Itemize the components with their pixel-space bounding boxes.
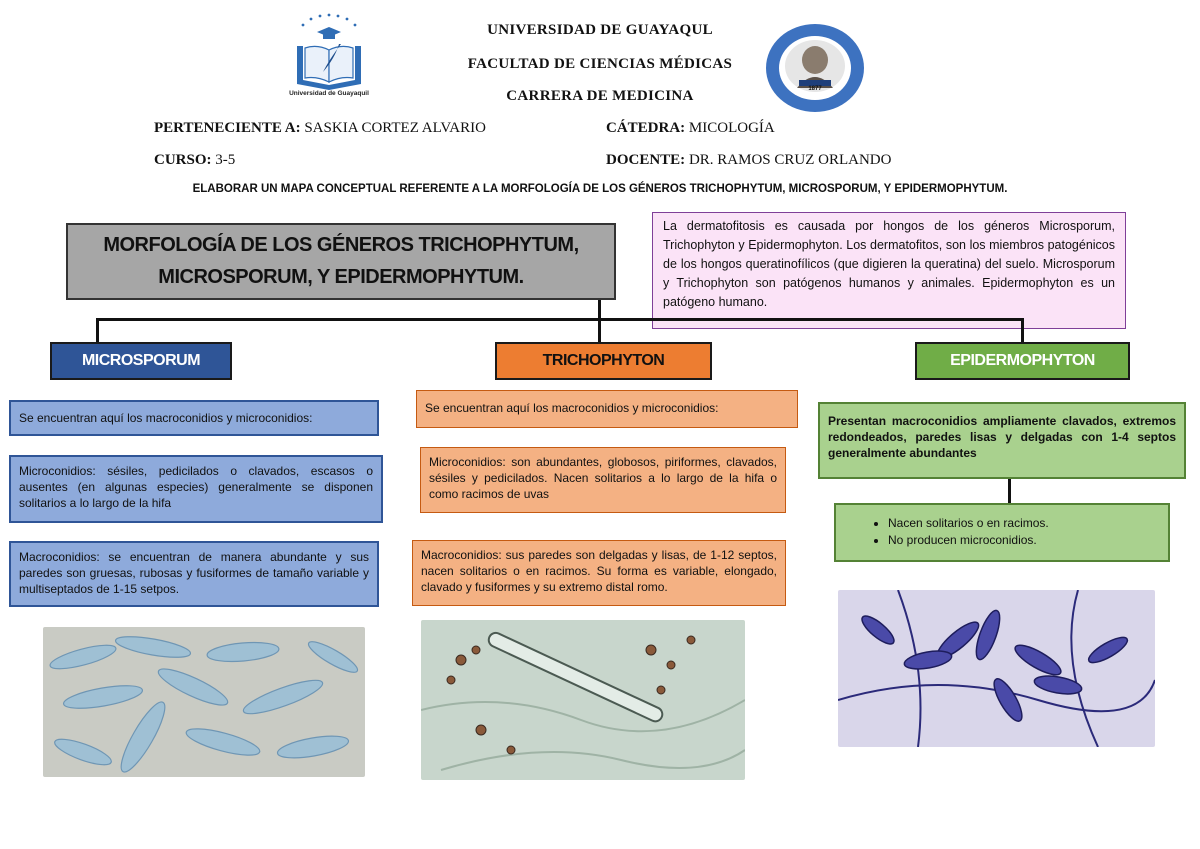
teacher-label: DOCENTE: bbox=[606, 152, 686, 168]
course-label: CURSO: bbox=[154, 152, 212, 168]
trichophyton-intro-box: Se encuentran aquí los macroconidios y microconidios: bbox=[416, 390, 798, 428]
career-name: CARRERA DE MEDICINA bbox=[506, 88, 694, 104]
trichophyton-label: TRICHOPHYTON bbox=[495, 342, 712, 380]
main-title-box bbox=[66, 223, 616, 300]
epidermophyton-bullet-list bbox=[844, 515, 1160, 549]
chair bbox=[606, 120, 775, 137]
belongs-value: SASKIA CORTEZ ALVARIO bbox=[304, 120, 486, 136]
faculty-name: FACULTAD DE CIENCIAS MÉDICAS bbox=[467, 56, 733, 72]
epidermophyton-macroconidia-box: Presentan macroconidios ampliamente clavados, extremos redondeados, paredes lisas y delgadas con 1-4 septos generalmente abundantes bbox=[818, 402, 1186, 479]
trichophyton-micrograph bbox=[421, 620, 745, 780]
course-value: 3-5 bbox=[215, 152, 236, 168]
belongs-label: PERTENECIENTE A: bbox=[154, 120, 301, 136]
list-item: • No producen microconidios. bbox=[888, 532, 1160, 549]
chair-value: MICOLOGÍA bbox=[688, 120, 775, 136]
trichophyton-macroconidia-box: Macroconidios: sus paredes son delgadas y lisas, de 1-12 septos, nacen solitarios o en racimos. Su forma es variable, elongado, clavado y fusiformes y su extremo distal romo. bbox=[412, 540, 786, 606]
main-title-line2: MICROSPORUM, Y EPIDERMOPHYTUM. bbox=[158, 266, 524, 288]
seal-year: 1877 bbox=[808, 86, 822, 92]
main-title-line1: MORFOLOGÍA DE LOS GÉNEROS TRICHOPHYTUM, bbox=[103, 234, 579, 256]
microsporum-intro-box: Se encuentran aquí los macroconidios y microconidios: bbox=[9, 400, 379, 436]
epidermophyton-micrograph bbox=[838, 590, 1155, 747]
university-logo-caption: Universidad de Guayaquil bbox=[289, 90, 369, 97]
course bbox=[154, 152, 235, 169]
belongs-to bbox=[154, 120, 486, 137]
teacher-value: DR. RAMOS CRUZ ORLANDO bbox=[688, 152, 892, 168]
connector-microsporum bbox=[96, 318, 99, 342]
task-statement: ELABORAR UN MAPA CONCEPTUAL REFERENTE A LA MORFOLOGÍA DE LOS GÉNEROS TRICHOPHYTUM, MICROSPORUM, Y EPIDERMOPHYTUM. bbox=[192, 183, 1008, 195]
connector-epidermophyton-bullets bbox=[1008, 479, 1011, 503]
epidermophyton-label: EPIDERMOPHYTON bbox=[915, 342, 1130, 380]
university-name: UNIVERSIDAD DE GUAYAQUL bbox=[487, 22, 713, 38]
microsporum-macroconidia-box: Macroconidios: se encuentran de manera abundante y sus paredes son gruesas, rubosas y fusiformes de tamaño variable y multiseptados de 1-15 setpos. bbox=[9, 541, 379, 607]
teacher bbox=[606, 152, 891, 169]
chair-label: CÁTEDRA: bbox=[606, 120, 686, 136]
connector-horizontal bbox=[96, 318, 1024, 321]
microsporum-microconidia-box: Microconidios: sésiles, pedicilados o clavados, escasos o ausentes (en algunas especies) generalmente se disponen solitarios a lo largo de la hifa bbox=[9, 455, 383, 523]
trichophyton-microconidia-box: Microconidios: son abundantes, globosos, piriformes, clavados, sésiles y pedicilados. Nacen solitarios a lo largo de la hifa o como racimos de uvas bbox=[420, 447, 786, 513]
microsporum-label: MICROSPORUM bbox=[50, 342, 232, 380]
connector-epidermophyton bbox=[1021, 318, 1024, 342]
microsporum-micrograph bbox=[43, 627, 365, 777]
intro-note: La dermatofitosis es causada por hongos de los géneros Microsporum, Trichophyton y Epidermophyton. Los dermatofitos, son los miembros patogénicos de los hongos queratinofílicos (que digieren la queratina) del suelo. Microsporum y Trichophyton son patógenos humanos y animales. Epidermophyton es un patógeno humano. bbox=[652, 212, 1126, 329]
list-item: • Nacen solitarios o en racimos. bbox=[888, 515, 1160, 532]
connector-title-down bbox=[598, 300, 601, 342]
epidermophyton-bullets-box bbox=[834, 503, 1170, 562]
